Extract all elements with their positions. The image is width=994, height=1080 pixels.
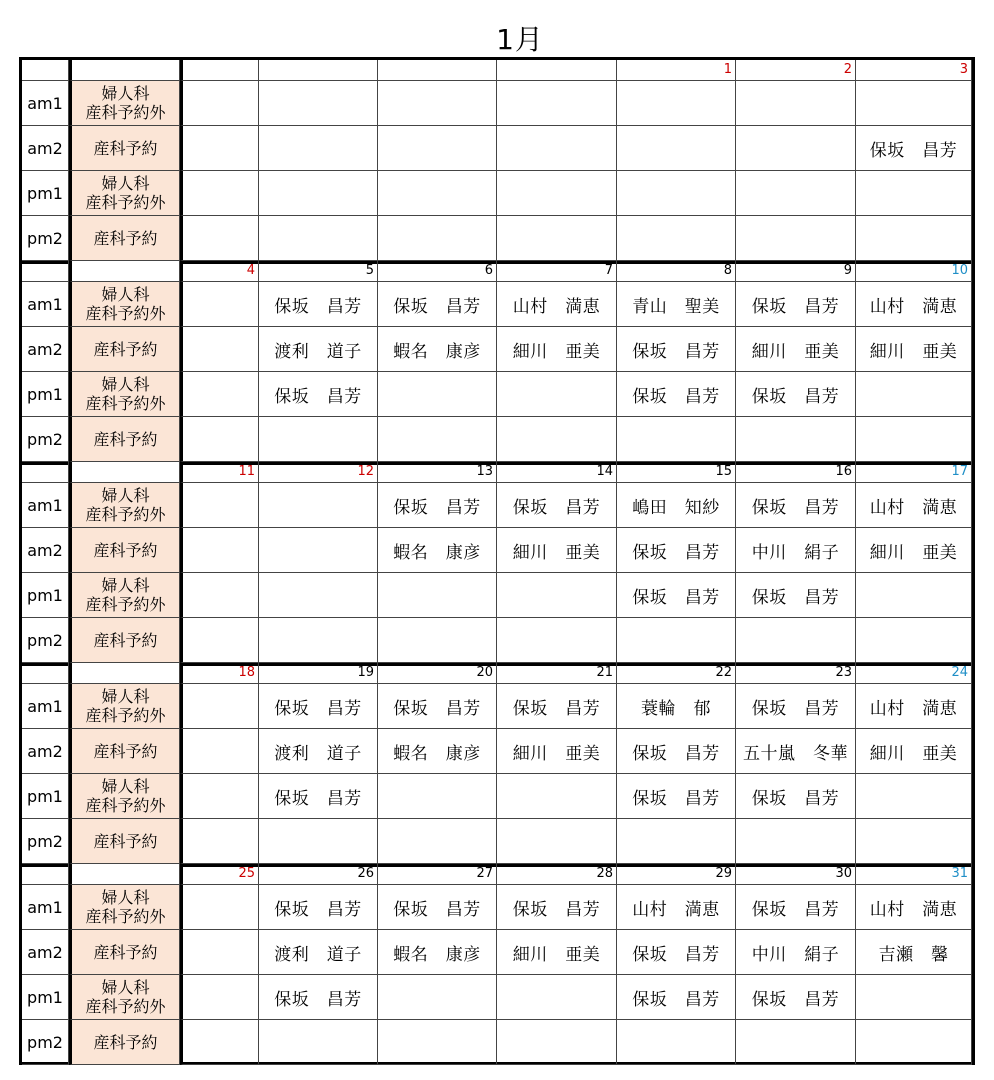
category-line: 婦人科	[101, 687, 150, 706]
category-label	[69, 327, 180, 372]
doctor-slot	[497, 81, 617, 126]
doctor-slot	[259, 819, 378, 864]
doctor-slot	[617, 819, 736, 864]
doctor-slot	[180, 171, 259, 216]
header-category-cell	[69, 60, 180, 81]
category-line: 産科予約	[93, 630, 158, 650]
category-line: 産科予約	[93, 942, 158, 962]
doctor-slot	[180, 774, 259, 819]
category-line: 産科予約外	[85, 595, 166, 614]
doctor-slot	[259, 573, 378, 618]
date-cell: 23	[736, 663, 856, 684]
doctor-slot	[736, 216, 856, 261]
doctor-slot	[736, 417, 856, 462]
week-block	[22, 663, 972, 864]
doctor-slot: 山村 満恵	[856, 684, 972, 729]
doctor-slot	[378, 171, 497, 216]
doctor-slot	[259, 1020, 378, 1065]
doctor-slot	[497, 372, 617, 417]
doctor-slot: 保坂 昌芳	[736, 282, 856, 327]
doctor-slot	[856, 975, 972, 1020]
category-line: 産科予約外	[85, 103, 166, 122]
category-label	[69, 171, 180, 216]
doctor-slot: 山村 満恵	[497, 282, 617, 327]
week-block	[22, 462, 972, 663]
doctor-slot: 蝦名 康彦	[378, 528, 497, 573]
date-cell: 27	[378, 864, 497, 885]
header-period-cell	[22, 60, 69, 81]
doctor-slot	[617, 171, 736, 216]
category-line: 産科予約	[93, 138, 158, 158]
doctor-slot	[736, 171, 856, 216]
doctor-slot: 吉瀬 馨	[856, 930, 972, 975]
doctor-slot	[180, 282, 259, 327]
category-label	[69, 774, 180, 819]
date-cell: 10	[856, 261, 972, 282]
category-label	[69, 528, 180, 573]
doctor-slot	[180, 684, 259, 729]
doctor-slot	[180, 930, 259, 975]
date-cell: 21	[497, 663, 617, 684]
date-cell	[497, 60, 617, 81]
period-label: am2	[22, 930, 69, 975]
date-cell: 12	[259, 462, 378, 483]
doctor-slot	[736, 618, 856, 663]
doctor-slot	[736, 126, 856, 171]
doctor-slot	[497, 1020, 617, 1065]
doctor-slot: 山村 満恵	[856, 885, 972, 930]
category-label	[69, 282, 180, 327]
date-cell	[180, 60, 259, 81]
category-label	[69, 975, 180, 1020]
doctor-slot: 蝦名 康彦	[378, 729, 497, 774]
doctor-slot	[378, 1020, 497, 1065]
doctor-slot: 蝦名 康彦	[378, 930, 497, 975]
header-category-cell	[69, 462, 180, 483]
period-label: am1	[22, 483, 69, 528]
doctor-slot	[856, 774, 972, 819]
doctor-slot: 中川 絹子	[736, 930, 856, 975]
category-label	[69, 618, 180, 663]
date-cell: 31	[856, 864, 972, 885]
doctor-slot	[259, 126, 378, 171]
doctor-slot	[378, 126, 497, 171]
doctor-slot	[180, 81, 259, 126]
doctor-slot: 保坂 昌芳	[259, 372, 378, 417]
doctor-slot: 細川 亜美	[856, 327, 972, 372]
doctor-slot: 嶋田 知紗	[617, 483, 736, 528]
doctor-slot	[378, 216, 497, 261]
date-cell: 1	[617, 60, 736, 81]
date-cell: 17	[856, 462, 972, 483]
doctor-slot	[497, 618, 617, 663]
category-line: 婦人科	[101, 978, 150, 997]
doctor-slot: 細川 亜美	[497, 930, 617, 975]
date-cell: 20	[378, 663, 497, 684]
category-line: 産科予約	[93, 540, 158, 560]
doctor-slot	[180, 885, 259, 930]
period-label: pm2	[22, 819, 69, 864]
doctor-slot	[180, 327, 259, 372]
date-cell: 14	[497, 462, 617, 483]
doctor-slot	[856, 819, 972, 864]
doctor-slot: 保坂 昌芳	[736, 684, 856, 729]
category-line: 産科予約外	[85, 505, 166, 524]
week-block	[22, 261, 972, 462]
category-label	[69, 885, 180, 930]
doctor-slot: 保坂 昌芳	[736, 975, 856, 1020]
date-cell: 7	[497, 261, 617, 282]
category-label	[69, 729, 180, 774]
doctor-slot	[856, 372, 972, 417]
week-block	[22, 864, 972, 1065]
category-line: 産科予約	[93, 1032, 158, 1052]
doctor-slot	[497, 126, 617, 171]
doctor-slot: 保坂 昌芳	[497, 684, 617, 729]
category-line: 婦人科	[101, 174, 150, 193]
doctor-slot	[736, 1020, 856, 1065]
header-category-cell	[69, 261, 180, 282]
date-cell	[378, 60, 497, 81]
doctor-slot: 保坂 昌芳	[736, 573, 856, 618]
doctor-slot	[617, 81, 736, 126]
doctor-slot	[378, 975, 497, 1020]
category-line: 産科予約外	[85, 304, 166, 323]
period-label: pm2	[22, 216, 69, 261]
doctor-slot: 蝦名 康彦	[378, 327, 497, 372]
category-label	[69, 372, 180, 417]
doctor-slot	[856, 216, 972, 261]
date-cell: 16	[736, 462, 856, 483]
category-line: 婦人科	[101, 84, 150, 103]
category-label	[69, 573, 180, 618]
doctor-slot	[617, 1020, 736, 1065]
doctor-slot	[259, 171, 378, 216]
doctor-slot	[617, 126, 736, 171]
doctor-slot	[378, 372, 497, 417]
category-line: 産科予約外	[85, 394, 166, 413]
doctor-slot	[378, 81, 497, 126]
doctor-slot: 保坂 昌芳	[378, 282, 497, 327]
date-cell: 5	[259, 261, 378, 282]
doctor-slot	[617, 618, 736, 663]
doctor-slot	[259, 216, 378, 261]
doctor-slot	[180, 417, 259, 462]
date-cell: 6	[378, 261, 497, 282]
doctor-slot: 保坂 昌芳	[378, 885, 497, 930]
doctor-slot	[180, 819, 259, 864]
date-cell: 19	[259, 663, 378, 684]
header-category-cell	[69, 864, 180, 885]
date-cell: 29	[617, 864, 736, 885]
doctor-slot: 保坂 昌芳	[736, 483, 856, 528]
doctor-slot: 細川 亜美	[736, 327, 856, 372]
header-period-cell	[22, 462, 69, 483]
doctor-slot: 保坂 昌芳	[736, 885, 856, 930]
header-period-cell	[22, 864, 69, 885]
doctor-slot	[856, 171, 972, 216]
doctor-slot	[856, 417, 972, 462]
doctor-slot	[378, 774, 497, 819]
period-label: am2	[22, 327, 69, 372]
category-label	[69, 81, 180, 126]
category-line: 産科予約外	[85, 706, 166, 725]
doctor-slot: 細川 亜美	[497, 729, 617, 774]
date-cell: 15	[617, 462, 736, 483]
date-cell: 13	[378, 462, 497, 483]
doctor-slot	[856, 573, 972, 618]
period-label: am2	[22, 729, 69, 774]
doctor-slot	[180, 216, 259, 261]
category-line: 婦人科	[101, 576, 150, 595]
date-cell: 8	[617, 261, 736, 282]
doctor-slot	[617, 216, 736, 261]
doctor-slot: 保坂 昌芳	[259, 774, 378, 819]
date-cell: 11	[180, 462, 259, 483]
category-line: 産科予約外	[85, 907, 166, 926]
doctor-slot	[736, 819, 856, 864]
period-label: pm1	[22, 171, 69, 216]
header-category-cell	[69, 663, 180, 684]
doctor-slot	[497, 216, 617, 261]
doctor-slot: 保坂 昌芳	[497, 483, 617, 528]
date-cell: 9	[736, 261, 856, 282]
period-label: am2	[22, 126, 69, 171]
doctor-slot: 青山 聖美	[617, 282, 736, 327]
category-line: 産科予約外	[85, 796, 166, 815]
period-label: pm1	[22, 975, 69, 1020]
doctor-slot: 細川 亜美	[856, 528, 972, 573]
doctor-slot	[378, 819, 497, 864]
doctor-slot: 山村 満恵	[617, 885, 736, 930]
doctor-slot: 保坂 昌芳	[617, 327, 736, 372]
doctor-slot	[180, 528, 259, 573]
doctor-slot: 保坂 昌芳	[378, 684, 497, 729]
category-label	[69, 216, 180, 261]
date-cell: 28	[497, 864, 617, 885]
doctor-slot	[259, 618, 378, 663]
doctor-slot: 蓑輪 郁	[617, 684, 736, 729]
doctor-slot	[259, 81, 378, 126]
month-title: 1月	[496, 23, 544, 56]
doctor-slot	[378, 573, 497, 618]
category-label	[69, 1020, 180, 1065]
category-line: 婦人科	[101, 888, 150, 907]
period-label: am1	[22, 684, 69, 729]
doctor-slot: 保坂 昌芳	[617, 975, 736, 1020]
doctor-slot: 保坂 昌芳	[617, 729, 736, 774]
doctor-slot	[378, 618, 497, 663]
doctor-slot	[180, 1020, 259, 1065]
date-cell: 26	[259, 864, 378, 885]
category-line: 婦人科	[101, 285, 150, 304]
doctor-slot: 保坂 昌芳	[617, 372, 736, 417]
doctor-slot	[180, 483, 259, 528]
date-cell: 2	[736, 60, 856, 81]
doctor-slot: 保坂 昌芳	[617, 930, 736, 975]
period-label: pm1	[22, 372, 69, 417]
doctor-slot	[736, 81, 856, 126]
doctor-slot	[497, 774, 617, 819]
doctor-slot: 五十嵐 冬華	[736, 729, 856, 774]
period-label: pm2	[22, 417, 69, 462]
period-label: pm2	[22, 1020, 69, 1065]
doctor-slot	[180, 975, 259, 1020]
doctor-slot: 保坂 昌芳	[259, 975, 378, 1020]
date-cell	[259, 60, 378, 81]
period-label: pm2	[22, 618, 69, 663]
doctor-slot: 保坂 昌芳	[736, 774, 856, 819]
date-cell: 3	[856, 60, 972, 81]
doctor-slot: 保坂 昌芳	[856, 126, 972, 171]
date-cell: 22	[617, 663, 736, 684]
period-label: am2	[22, 528, 69, 573]
doctor-slot: 渡利 道子	[259, 930, 378, 975]
doctor-slot	[617, 417, 736, 462]
doctor-slot: 山村 満恵	[856, 483, 972, 528]
category-label	[69, 126, 180, 171]
doctor-slot: 保坂 昌芳	[259, 684, 378, 729]
doctor-slot: 細川 亜美	[497, 327, 617, 372]
doctor-slot	[497, 417, 617, 462]
category-line: 婦人科	[101, 375, 150, 394]
period-label: am1	[22, 282, 69, 327]
doctor-slot: 細川 亜美	[497, 528, 617, 573]
doctor-slot: 保坂 昌芳	[497, 885, 617, 930]
doctor-slot: 保坂 昌芳	[617, 573, 736, 618]
header-period-cell	[22, 261, 69, 282]
category-label	[69, 417, 180, 462]
category-label	[69, 930, 180, 975]
category-label	[69, 819, 180, 864]
date-cell: 24	[856, 663, 972, 684]
doctor-slot	[856, 618, 972, 663]
date-cell: 30	[736, 864, 856, 885]
schedule-calendar	[19, 57, 975, 1065]
doctor-slot: 保坂 昌芳	[617, 528, 736, 573]
doctor-slot	[497, 171, 617, 216]
period-label: am1	[22, 81, 69, 126]
period-label: pm1	[22, 573, 69, 618]
doctor-slot	[180, 372, 259, 417]
period-label: pm1	[22, 774, 69, 819]
doctor-slot	[180, 618, 259, 663]
category-line: 産科予約外	[85, 997, 166, 1016]
category-line: 産科予約	[93, 228, 158, 248]
doctor-slot	[180, 729, 259, 774]
doctor-slot: 渡利 道子	[259, 327, 378, 372]
category-label	[69, 483, 180, 528]
doctor-slot: 山村 満恵	[856, 282, 972, 327]
doctor-slot: 保坂 昌芳	[259, 885, 378, 930]
doctor-slot	[378, 417, 497, 462]
header-period-cell	[22, 663, 69, 684]
week-block	[22, 60, 972, 261]
doctor-slot	[180, 573, 259, 618]
category-label	[69, 684, 180, 729]
category-line: 婦人科	[101, 486, 150, 505]
doctor-slot	[497, 573, 617, 618]
doctor-slot: 保坂 昌芳	[736, 372, 856, 417]
category-line: 産科予約外	[85, 193, 166, 212]
doctor-slot: 保坂 昌芳	[617, 774, 736, 819]
doctor-slot	[497, 975, 617, 1020]
category-line: 産科予約	[93, 429, 158, 449]
doctor-slot	[497, 819, 617, 864]
doctor-slot	[180, 126, 259, 171]
date-cell: 25	[180, 864, 259, 885]
doctor-slot: 細川 亜美	[856, 729, 972, 774]
category-line: 産科予約	[93, 741, 158, 761]
date-cell: 4	[180, 261, 259, 282]
doctor-slot: 保坂 昌芳	[378, 483, 497, 528]
doctor-slot	[856, 1020, 972, 1065]
doctor-slot	[856, 81, 972, 126]
doctor-slot: 中川 絹子	[736, 528, 856, 573]
category-line: 産科予約	[93, 339, 158, 359]
doctor-slot: 保坂 昌芳	[259, 282, 378, 327]
doctor-slot: 渡利 道子	[259, 729, 378, 774]
category-line: 産科予約	[93, 831, 158, 851]
doctor-slot	[259, 417, 378, 462]
period-label: am1	[22, 885, 69, 930]
category-line: 婦人科	[101, 777, 150, 796]
doctor-slot	[259, 483, 378, 528]
date-cell: 18	[180, 663, 259, 684]
doctor-slot	[259, 528, 378, 573]
